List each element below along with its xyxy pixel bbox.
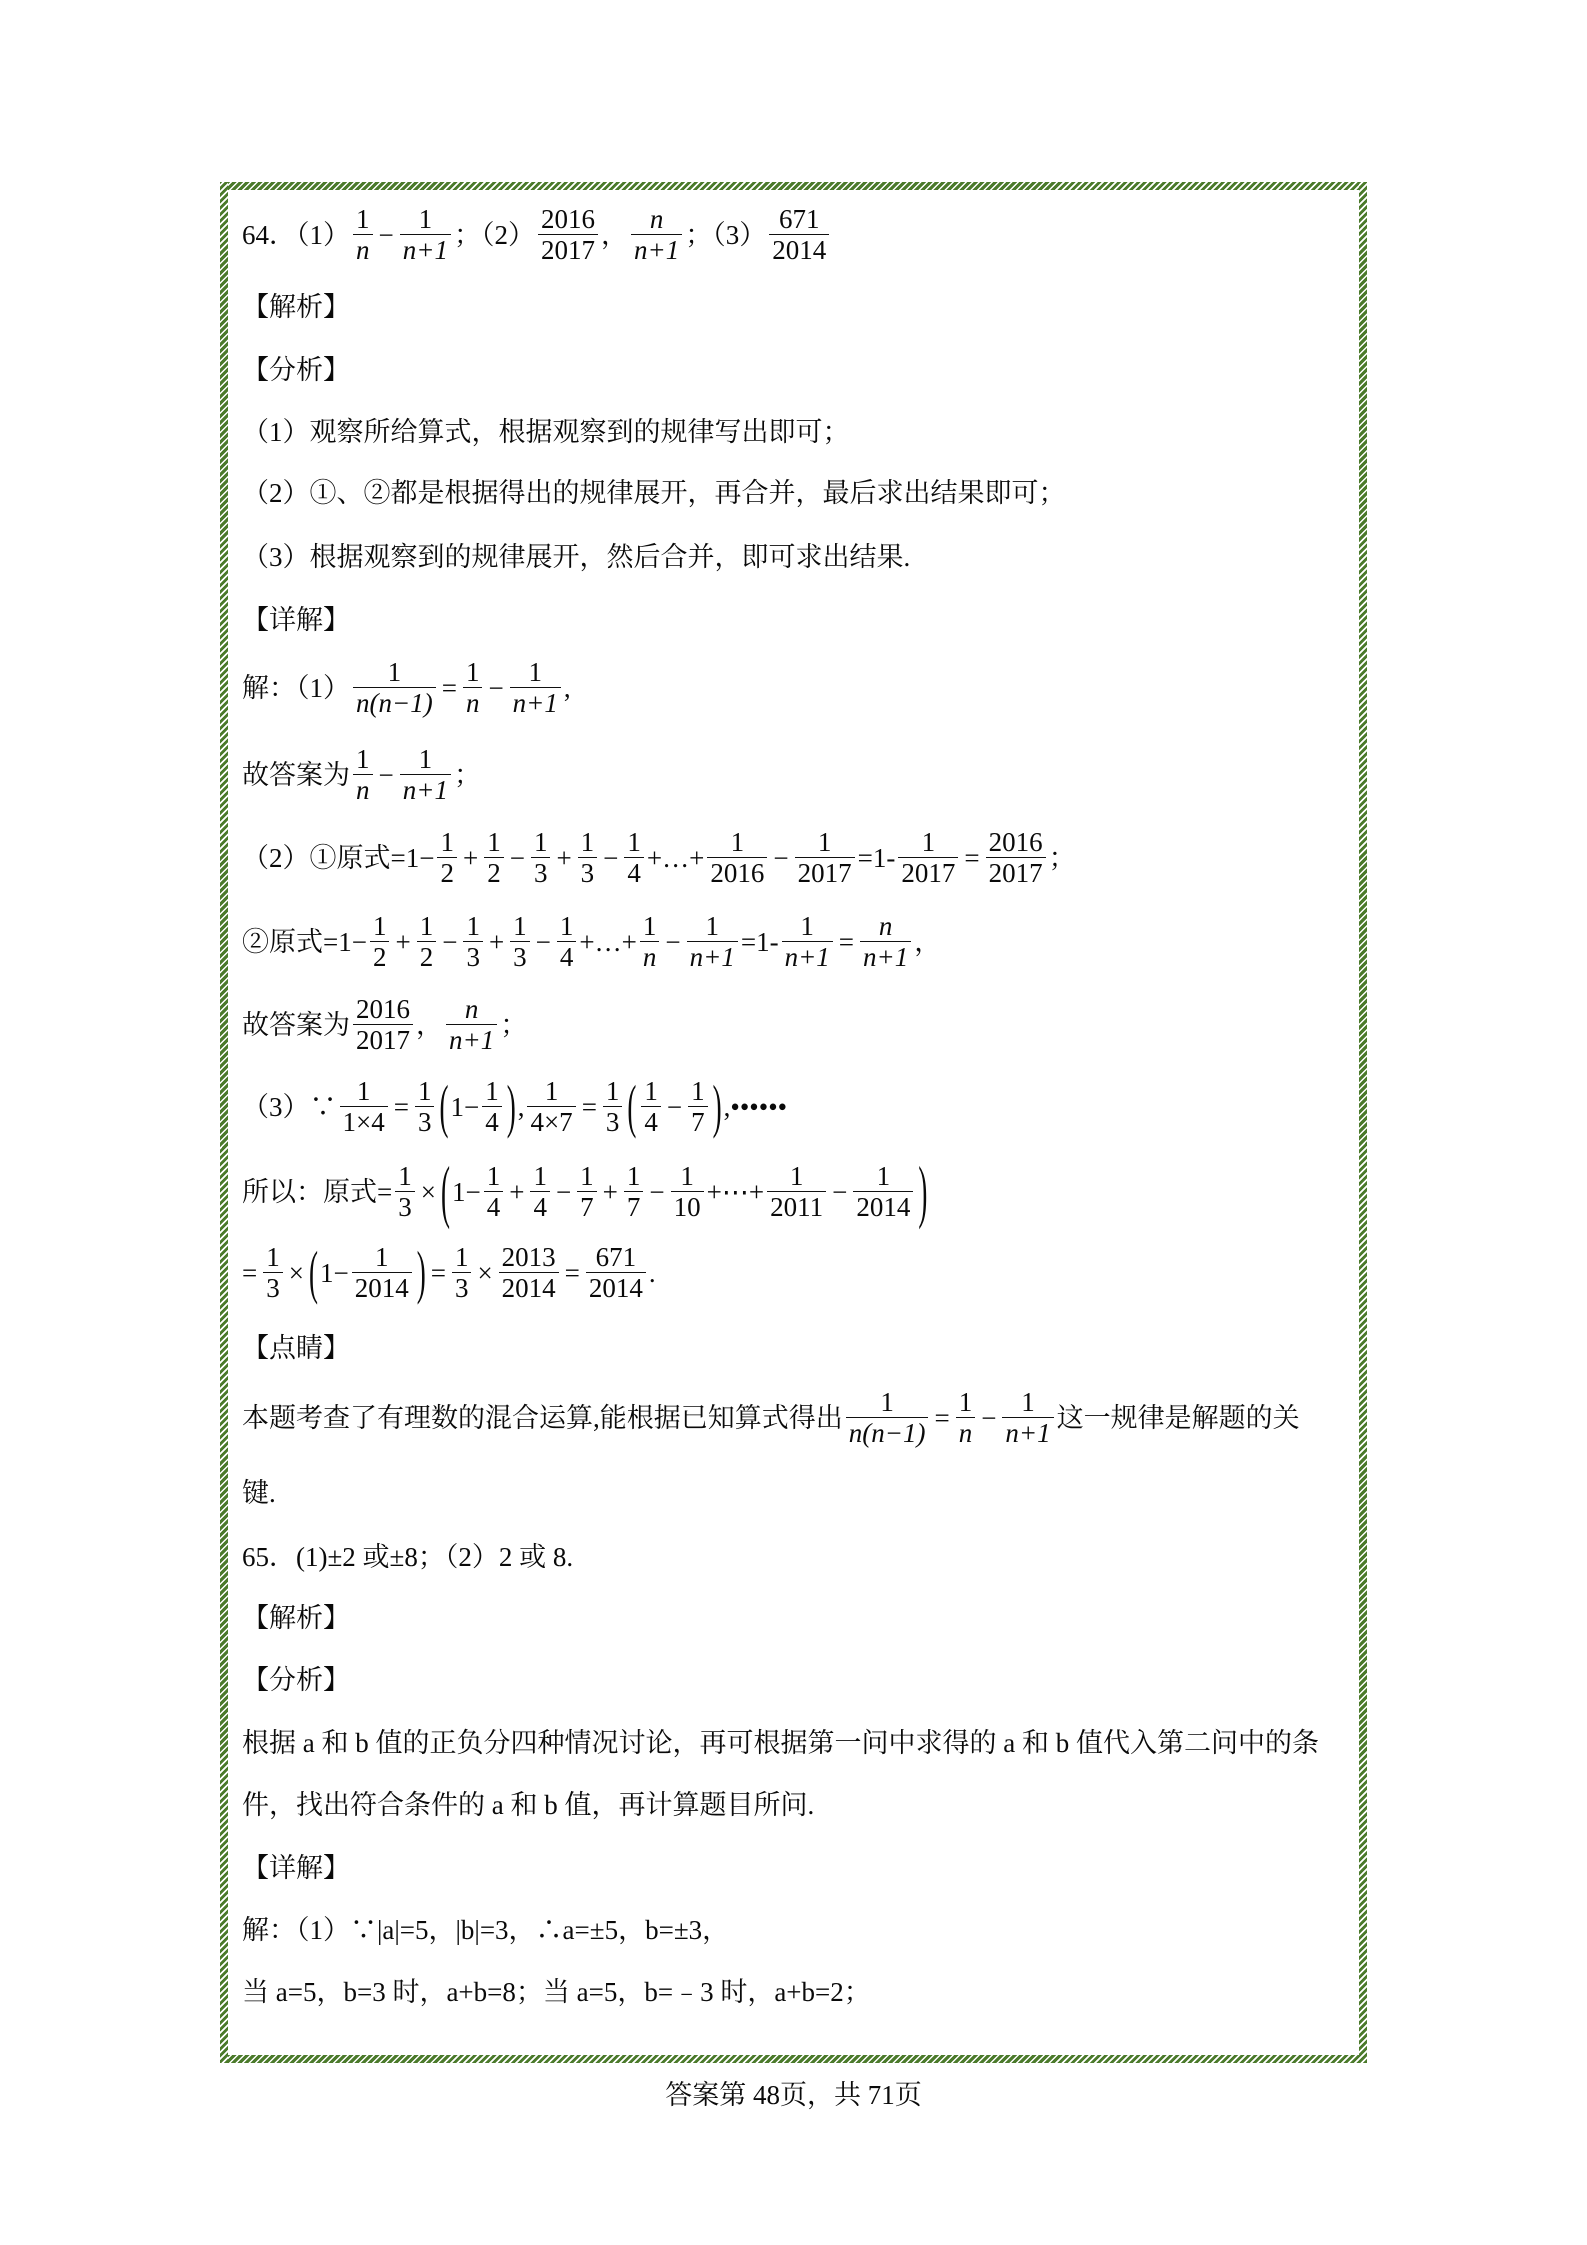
ellipsis-dots: ,•••••• bbox=[723, 1091, 788, 1122]
text-segment: ， bbox=[914, 926, 942, 957]
text-segment: . bbox=[648, 1257, 656, 1288]
fraction-denominator: 3 bbox=[417, 1106, 432, 1137]
fraction-numerator: 1 bbox=[463, 912, 483, 942]
fraction-denominator: n+1 bbox=[1005, 1417, 1051, 1448]
fraction bbox=[531, 828, 551, 889]
fraction bbox=[353, 995, 413, 1056]
fraction bbox=[624, 1162, 644, 1223]
fraction bbox=[898, 828, 958, 889]
text-segment: +⋯+ bbox=[706, 1176, 765, 1207]
fraction bbox=[415, 1077, 435, 1138]
frame-border-left bbox=[220, 182, 228, 2063]
text-segment: 本题考查了有理数的混合运算,能根据已知算式得出 bbox=[242, 1402, 843, 1433]
fraction bbox=[400, 745, 451, 806]
fraction-numerator: 1 bbox=[956, 1388, 976, 1418]
q64-detail-line-7 bbox=[242, 1152, 929, 1232]
fraction-denominator: n+1 bbox=[689, 941, 735, 972]
fraction-numerator: 1 bbox=[603, 1077, 623, 1107]
fraction bbox=[641, 1077, 661, 1138]
operator: × bbox=[288, 1257, 304, 1288]
fraction bbox=[263, 1243, 283, 1304]
q64-detail-line-3 bbox=[242, 818, 1076, 898]
fraction-numerator: 1 bbox=[688, 1077, 708, 1107]
section-heading: 【点睛】 bbox=[242, 1332, 350, 1363]
answer-text: 65．(1)±2 或±8；（2）2 或 8. bbox=[242, 1541, 574, 1572]
page-footer bbox=[0, 2078, 1587, 2112]
text-segment: , bbox=[563, 672, 571, 703]
fraction bbox=[510, 658, 561, 719]
paragraph-text: 根据 a 和 b 值的正负分四种情况讨论，再可根据第一问中求得的 a 和 b 值代入第二问中的条 bbox=[242, 1727, 1319, 1758]
fraction-denominator: 10 bbox=[673, 1191, 701, 1222]
paragraph-text: 解：（1）∵|a|=5，|b|=3，∴a=±5，b=±3， bbox=[242, 1914, 730, 1945]
fraction bbox=[956, 1388, 976, 1449]
text-segment: 这一规律是解题的关 bbox=[1056, 1402, 1300, 1433]
paragraph-text: （2）①、②都是根据得出的规律展开，再合并，最后求出结果即可； bbox=[242, 477, 1066, 508]
operator: − bbox=[555, 1176, 572, 1207]
big-paren-close: ) bbox=[416, 1238, 426, 1305]
text-segment: 故答案为 bbox=[242, 759, 350, 790]
fraction-denominator: n bbox=[958, 1417, 973, 1448]
section-heading: 【解析】 bbox=[242, 291, 350, 322]
big-paren-close: ) bbox=[712, 1072, 722, 1139]
fraction-denominator: n+1 bbox=[512, 687, 558, 718]
operator: = bbox=[564, 1257, 580, 1288]
q64-detail-line-4 bbox=[242, 902, 941, 982]
fraction-numerator: 1 bbox=[370, 912, 390, 942]
fraction bbox=[510, 912, 530, 973]
fraction-numerator: 1 bbox=[707, 828, 767, 858]
q64-detail-line-8 bbox=[242, 1233, 656, 1313]
fraction-numerator: 1 bbox=[578, 828, 598, 858]
fraction-numerator: 2016 bbox=[353, 995, 413, 1025]
fraction-numerator: 1 bbox=[531, 828, 551, 858]
fraction-denominator: 2011 bbox=[770, 1191, 824, 1222]
fraction-numerator: 1 bbox=[782, 912, 833, 942]
fraction bbox=[400, 205, 451, 266]
operator: = bbox=[964, 842, 980, 873]
paragraph-text: （3）根据观察到的规律展开，然后合并，即可求出结果. bbox=[242, 541, 911, 572]
fraction-denominator: 2017 bbox=[901, 857, 956, 888]
fraction-denominator: 2 bbox=[487, 857, 501, 888]
frame-border-bottom bbox=[220, 2055, 1367, 2063]
fraction-numerator: 1 bbox=[853, 1162, 913, 1192]
fraction-denominator: n+1 bbox=[402, 234, 448, 265]
fraction bbox=[769, 205, 829, 266]
fraction-denominator: n bbox=[465, 687, 480, 718]
fraction bbox=[484, 1162, 504, 1223]
fraction bbox=[795, 828, 855, 889]
fraction-denominator: 3 bbox=[454, 1272, 469, 1303]
operator: + bbox=[488, 926, 505, 957]
fraction-denominator: n+1 bbox=[633, 234, 680, 265]
operator: − bbox=[773, 842, 789, 873]
fraction-denominator: 3 bbox=[533, 857, 548, 888]
fraction-denominator: 3 bbox=[266, 1272, 280, 1303]
fraction bbox=[353, 658, 436, 719]
fraction-numerator: 1 bbox=[353, 658, 436, 688]
fraction bbox=[482, 1077, 502, 1138]
operator: − bbox=[509, 842, 525, 873]
fraction-denominator: n+1 bbox=[784, 941, 830, 972]
text-segment: ②原式=1− bbox=[242, 926, 367, 957]
section-heading: 【分析】 bbox=[242, 354, 350, 385]
big-paren-open: ( bbox=[627, 1072, 637, 1139]
fraction-numerator: 1 bbox=[1002, 1388, 1053, 1418]
fraction-denominator: 3 bbox=[398, 1191, 412, 1222]
fraction-denominator: 2017 bbox=[797, 857, 852, 888]
big-paren-open: ( bbox=[440, 1151, 450, 1230]
operator: = bbox=[934, 1402, 950, 1433]
section-heading: 【分析】 bbox=[242, 1664, 350, 1695]
fraction bbox=[463, 658, 483, 719]
frame-border-right bbox=[1359, 182, 1367, 2063]
q64-heading-dianjing bbox=[242, 1308, 350, 1388]
frame-border-top bbox=[220, 182, 1367, 190]
fraction-numerator: 2016 bbox=[538, 205, 598, 235]
fraction bbox=[860, 912, 911, 973]
text-segment: 解：（1） bbox=[242, 672, 350, 703]
fraction-denominator: n+1 bbox=[863, 941, 909, 972]
fraction-denominator: 2016 bbox=[710, 857, 765, 888]
fraction-numerator: 1 bbox=[671, 1162, 704, 1192]
operator: − bbox=[832, 1176, 848, 1207]
fraction-numerator: 1 bbox=[353, 205, 373, 235]
fraction-denominator: n bbox=[356, 234, 370, 265]
fraction-denominator: n bbox=[642, 941, 657, 972]
fraction-numerator: 1 bbox=[353, 745, 373, 775]
big-paren-close: ) bbox=[506, 1072, 516, 1139]
fraction bbox=[687, 912, 738, 973]
q64-detail-line-5 bbox=[242, 985, 527, 1065]
fraction-numerator: 1 bbox=[484, 828, 504, 858]
big-paren-open: ( bbox=[308, 1238, 318, 1305]
fraction-numerator: 1 bbox=[395, 1162, 415, 1192]
text-segment: =1- bbox=[740, 926, 779, 957]
fraction bbox=[538, 205, 598, 266]
fraction bbox=[986, 828, 1046, 889]
operator: = bbox=[838, 926, 855, 957]
fraction bbox=[577, 1162, 597, 1223]
paragraph-text: （1）观察所给算式，根据观察到的规律写出即可； bbox=[242, 416, 850, 447]
fraction bbox=[352, 1243, 412, 1304]
fraction-numerator: n bbox=[631, 205, 682, 235]
operator: + bbox=[462, 842, 479, 873]
operator: + bbox=[509, 1176, 525, 1207]
fraction bbox=[446, 995, 497, 1056]
fraction-denominator: 2 bbox=[372, 941, 387, 972]
text-segment: 故答案为 bbox=[242, 1009, 350, 1040]
fraction-numerator: 1 bbox=[484, 1162, 504, 1192]
fraction-denominator: 3 bbox=[605, 1106, 620, 1137]
paragraph-text: 件，找出符合条件的 a 和 b 值，再计算题目所问. bbox=[242, 1789, 815, 1820]
section-heading: 【解析】 bbox=[242, 1602, 350, 1633]
operator: − bbox=[488, 672, 504, 703]
fraction bbox=[452, 1243, 472, 1304]
fraction-denominator: 2 bbox=[440, 857, 454, 888]
fraction-numerator: 1 bbox=[795, 828, 855, 858]
operator: − bbox=[666, 1091, 683, 1122]
fraction-denominator: 2014 bbox=[856, 1191, 911, 1222]
fraction bbox=[846, 1388, 929, 1449]
operator: + bbox=[556, 842, 572, 873]
fraction bbox=[499, 1243, 559, 1304]
fraction-numerator: 1 bbox=[577, 1162, 597, 1192]
operator: − bbox=[665, 926, 681, 957]
fraction bbox=[1002, 1388, 1053, 1449]
fraction-numerator: 1 bbox=[415, 1077, 435, 1107]
operator: − bbox=[603, 842, 619, 873]
fraction-denominator: 2014 bbox=[501, 1272, 556, 1303]
text-segment: ； bbox=[453, 759, 481, 790]
fraction-numerator: 1 bbox=[400, 205, 451, 235]
fraction bbox=[688, 1077, 708, 1138]
operator: = bbox=[581, 1091, 597, 1122]
text-segment: =1- bbox=[857, 842, 896, 873]
text-segment: ， bbox=[600, 219, 628, 250]
fraction bbox=[640, 912, 660, 973]
fraction-denominator: 7 bbox=[691, 1106, 705, 1137]
fraction-numerator: 1 bbox=[687, 912, 738, 942]
fraction-denominator: 2 bbox=[419, 941, 434, 972]
operator: − bbox=[535, 926, 551, 957]
fraction bbox=[586, 1243, 646, 1304]
text-segment: +…+ bbox=[646, 842, 705, 873]
fraction-numerator: 1 bbox=[463, 658, 483, 688]
fraction-numerator: 2013 bbox=[499, 1243, 559, 1273]
fraction bbox=[631, 205, 682, 266]
operator: − bbox=[649, 1176, 665, 1207]
fraction-numerator: 1 bbox=[527, 1077, 575, 1107]
section-heading: 【详解】 bbox=[242, 1852, 350, 1883]
fraction-numerator: 2016 bbox=[986, 828, 1046, 858]
operator: × bbox=[420, 1176, 436, 1207]
fraction-denominator: 4 bbox=[486, 1191, 501, 1222]
text-segment: 1− bbox=[450, 1091, 480, 1122]
paragraph-text: 当 a=5，b=3 时，a+b=8；当 a=5，b=﹣3 时，a+b=2； bbox=[242, 1976, 871, 2007]
fraction-numerator: 1 bbox=[767, 1162, 826, 1192]
text-segment: ， bbox=[416, 1009, 443, 1040]
text-segment: 所以：原式= bbox=[242, 1176, 393, 1207]
text-segment: （2）①原式=1− bbox=[242, 842, 435, 873]
fraction-denominator: 4 bbox=[485, 1106, 499, 1137]
operator: + bbox=[602, 1176, 618, 1207]
fraction-numerator: 1 bbox=[624, 1162, 644, 1192]
fraction bbox=[671, 1162, 704, 1223]
text-segment: 1− bbox=[319, 1257, 349, 1288]
fraction-numerator: 671 bbox=[586, 1243, 646, 1273]
fraction-denominator: 4 bbox=[644, 1106, 658, 1137]
fraction-denominator: 2014 bbox=[588, 1272, 643, 1303]
operator: − bbox=[442, 926, 458, 957]
text-segment: ； bbox=[1048, 842, 1076, 873]
fraction bbox=[527, 1077, 575, 1138]
fraction-denominator: 3 bbox=[580, 857, 595, 888]
fraction-denominator: 7 bbox=[626, 1191, 641, 1222]
fraction-denominator: 2014 bbox=[772, 234, 827, 265]
fraction-denominator: 2017 bbox=[988, 857, 1043, 888]
fraction-denominator: 1×4 bbox=[342, 1106, 385, 1137]
fraction-denominator: 2014 bbox=[354, 1272, 409, 1303]
fraction bbox=[340, 1077, 388, 1138]
fraction bbox=[578, 828, 598, 889]
fraction bbox=[463, 912, 483, 973]
fraction bbox=[557, 912, 577, 973]
fraction bbox=[395, 1162, 415, 1223]
fraction bbox=[417, 912, 437, 973]
fraction-numerator: 1 bbox=[640, 912, 660, 942]
text-segment: ； bbox=[500, 1009, 528, 1040]
fraction-denominator: n bbox=[356, 774, 370, 805]
paragraph-text: 键. bbox=[242, 1477, 276, 1508]
operator: − bbox=[378, 759, 394, 790]
fraction-denominator: n+1 bbox=[402, 774, 448, 805]
operator: = bbox=[441, 672, 457, 703]
fraction-denominator: 4 bbox=[627, 857, 641, 888]
operator: × bbox=[477, 1257, 493, 1288]
q64-detail-line-1 bbox=[242, 648, 571, 728]
fraction-numerator: 1 bbox=[400, 745, 451, 775]
fraction-denominator: 7 bbox=[580, 1191, 594, 1222]
operator: − bbox=[378, 219, 394, 250]
fraction-denominator: 4×7 bbox=[530, 1106, 573, 1137]
fraction-denominator: n(n−1) bbox=[848, 1417, 926, 1448]
fraction-denominator: 3 bbox=[513, 941, 527, 972]
text-segment: ；（3） bbox=[685, 219, 767, 250]
fraction bbox=[370, 912, 390, 973]
q64-answer-line bbox=[242, 195, 832, 275]
fraction bbox=[624, 828, 644, 889]
fraction-numerator: 1 bbox=[263, 1243, 283, 1273]
q64-review-line-1 bbox=[242, 1378, 1300, 1458]
fraction-numerator: 1 bbox=[530, 1162, 550, 1192]
fraction-numerator: 1 bbox=[482, 1077, 502, 1107]
fraction bbox=[353, 205, 373, 266]
q64-detail-line-2 bbox=[242, 735, 481, 815]
big-paren-open: ( bbox=[439, 1072, 449, 1139]
text-segment: （3）∵ bbox=[242, 1091, 337, 1122]
fraction-numerator: 1 bbox=[624, 828, 644, 858]
section-heading: 【详解】 bbox=[242, 604, 350, 635]
fraction-numerator: 1 bbox=[846, 1388, 929, 1418]
text-segment: ；（2） bbox=[453, 219, 535, 250]
fraction-numerator: 1 bbox=[510, 658, 561, 688]
fraction-denominator: 2017 bbox=[356, 1024, 410, 1055]
page-number-label: 答案第 48页，共 71页 bbox=[665, 2080, 922, 2110]
fraction bbox=[853, 1162, 913, 1223]
fraction-denominator: 3 bbox=[466, 941, 480, 972]
fraction-numerator: 1 bbox=[352, 1243, 412, 1273]
operator: + bbox=[395, 926, 411, 957]
fraction-denominator: 2017 bbox=[540, 234, 595, 265]
fraction-numerator: 1 bbox=[417, 912, 437, 942]
fraction-denominator: n+1 bbox=[449, 1024, 495, 1055]
text-segment: , bbox=[517, 1091, 525, 1122]
q65-detail-line-2 bbox=[242, 1952, 871, 2032]
text-segment: 1− bbox=[451, 1176, 481, 1207]
fraction-numerator: 1 bbox=[437, 828, 457, 858]
q64-detail-line-6 bbox=[242, 1067, 787, 1147]
text-segment: 64．（1） bbox=[242, 219, 350, 250]
fraction-numerator: 1 bbox=[510, 912, 530, 942]
operator: = bbox=[430, 1257, 446, 1288]
fraction bbox=[707, 828, 767, 889]
fraction-numerator: n bbox=[860, 912, 911, 942]
fraction bbox=[603, 1077, 623, 1138]
operator: − bbox=[981, 1402, 997, 1433]
text-segment: +…+ bbox=[579, 926, 637, 957]
fraction-numerator: 671 bbox=[769, 205, 829, 235]
fraction-denominator: 4 bbox=[559, 941, 574, 972]
fraction-numerator: 1 bbox=[641, 1077, 661, 1107]
fraction bbox=[530, 1162, 550, 1223]
fraction bbox=[353, 745, 373, 806]
operator: = bbox=[393, 1091, 409, 1122]
fraction-numerator: 1 bbox=[898, 828, 958, 858]
fraction-numerator: 1 bbox=[340, 1077, 388, 1107]
fraction bbox=[767, 1162, 826, 1223]
fraction bbox=[484, 828, 504, 889]
fraction-denominator: n(n−1) bbox=[356, 687, 433, 718]
fraction-numerator: n bbox=[446, 995, 497, 1025]
fraction bbox=[782, 912, 833, 973]
fraction-numerator: 1 bbox=[452, 1243, 472, 1273]
fraction-numerator: 1 bbox=[557, 912, 577, 942]
operator: = bbox=[242, 1257, 258, 1288]
big-paren-close: ) bbox=[918, 1151, 928, 1230]
fraction bbox=[437, 828, 457, 889]
fraction-denominator: 4 bbox=[533, 1191, 547, 1222]
